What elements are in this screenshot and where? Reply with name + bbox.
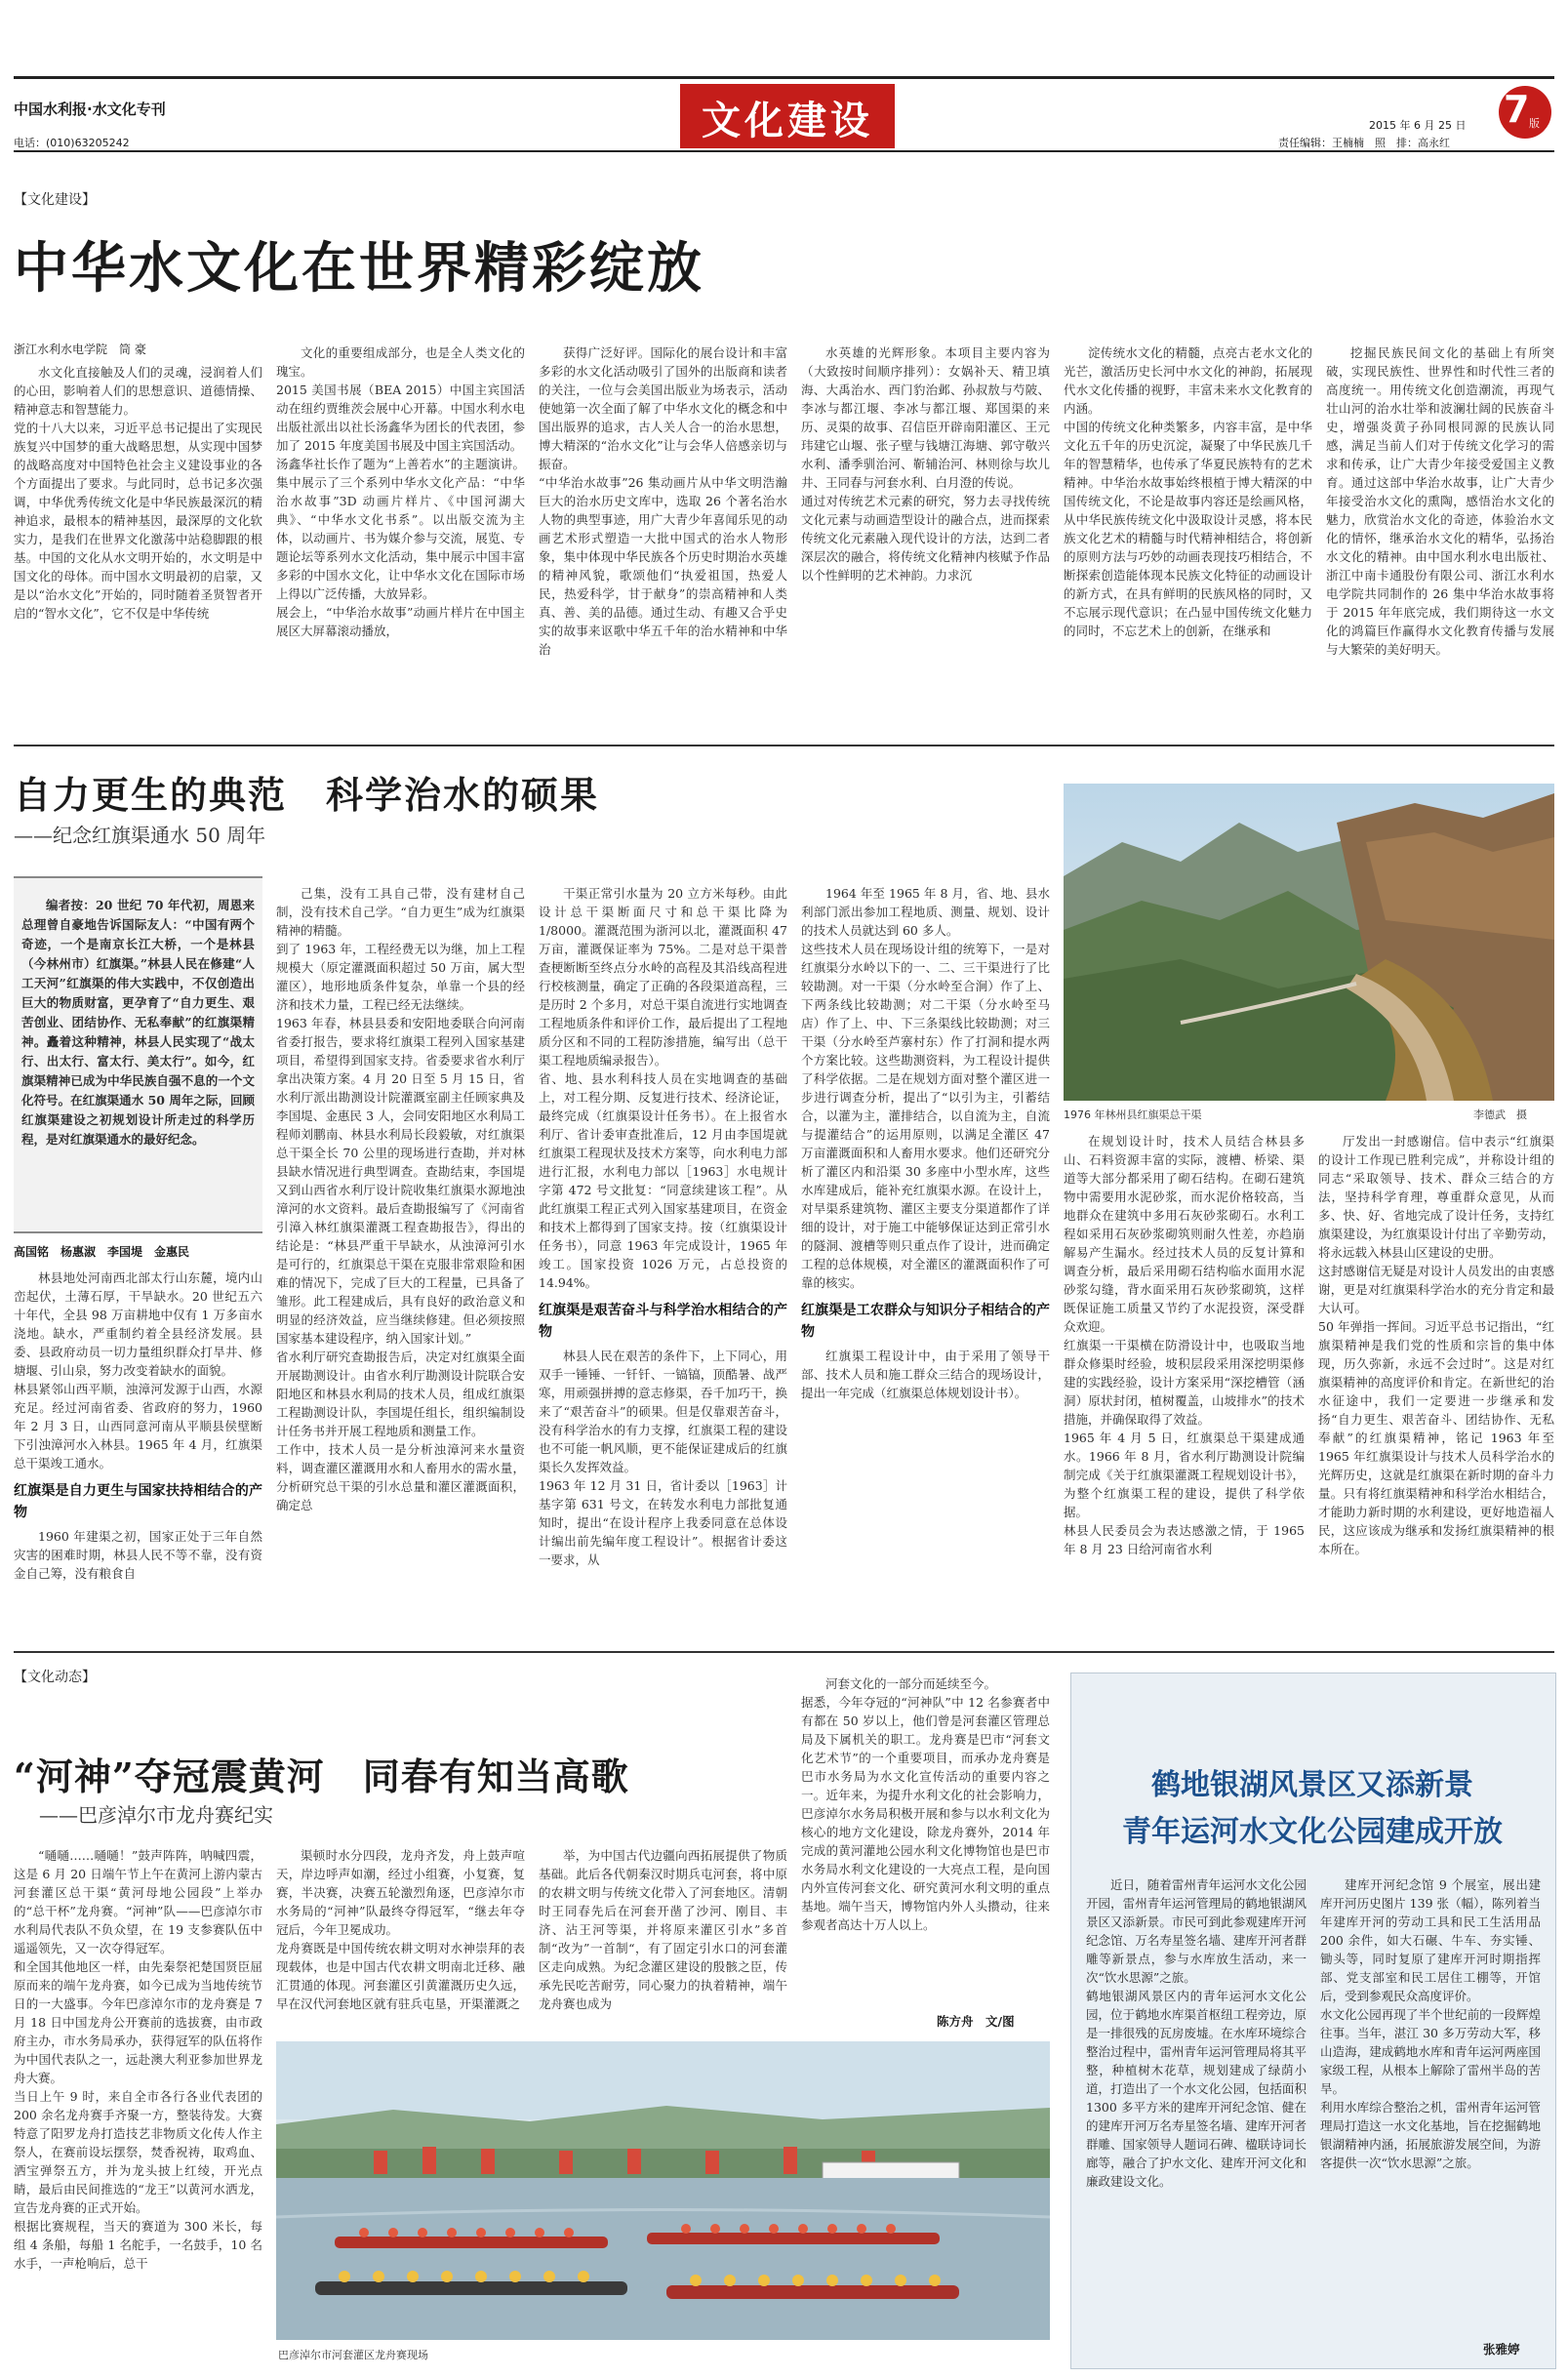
dragon-boat-race-image [276, 2041, 1050, 2340]
sidebar-byline: 张雅婷 [1483, 2342, 1520, 2357]
article2-col-4 [801, 884, 1050, 1639]
article1-col-5-text: 淀传统水文化的精髓，点亮古老水文化的光芒，激活历史长河中水文化的神韵，拓展现代水文化传播的视野，丰富未来水文化教育的内涵。 中国的传统文化种类繁多，内容丰富，是中华文化五千年的历史沉淀，凝聚了中华民族几千年的智慧精华，也传承了华夏民族特有的艺术精神。中华治水故事始终根植于博大精深的中国传统文化，不论是故事内容还是绘画风格，从中华民族传统文化中汲取设计灵感，将本民族文化艺术的精髓与时代精神相结合，将创新的原则方法与巧妙的动画表现技巧相结合，不断探索创造能体现本民族文化特征的动画设计的新方式，在具有鲜明的民族风格的同时，又不忘展示现代意识；在凸显中国传统文化魅力的同时，不忘艺术上的创新，在继承和 [1064, 345, 1312, 638]
article3-byline: 陈方舟 文/图 [937, 2014, 1015, 2029]
article1-col-6 [1326, 343, 1554, 734]
editor-note-text: 编者按：20 世纪 70 年代初，周恩来总理曾自豪地告诉国际友人：“中国有两个奇迹，一个是南京长江大桥，一个是林县（今林州市）红旗渠。”林县人民在修建“人工天河”红旗渠的伟大实践中，不仅创造出巨大的物质财富，更孕育了“自力更生、艰苦创业、团结协作、无私奉献”的红旗渠精神。矗着这种精神，林县人民实现了“战太行、出太行、富太行、美太行”。如今，红旗渠精神已成为中华民族自强不息的一个文化符号。在红旗渠通水 50 周年之际，回顾红旗渠建设之初规划设计所走过的科学历程，是对红旗渠通水的最好纪念。 [21, 898, 255, 1147]
article3-col-3 [539, 1846, 787, 2034]
page-suffix: 版 [1529, 117, 1540, 130]
masthead-bottom-rule [14, 150, 1554, 152]
article2-col-1-text: 林县地处河南西北部太行山东麓，境内山峦起伏，土薄石厚，干旱缺水。20 世纪五六十年代，全县 98 万亩耕地中仅有 1 万多亩水浇地。缺水，严重制约着全县经济发展。县委、县政府动员一切力量组织群众打旱井、修塘堰、引山泉，努力改变着缺水的面貌。 林县紧邻山西平顺，浊漳河发源于山西，水源充足。经过河南省委、省政府的努力，1960 年 2 月 3 日，山西同意河南从平顺县侯壁断下引浊漳河水入林县。1965 年 4 月，红旗渠总干渠竣工通水。 [14, 1270, 262, 1471]
article2-col-2-text: 己集，没有工具自己带，没有建材自己制，没有技术自己学。“自力更生”成为红旗渠精神的精髓。 到了 1963 年，工程经费无以为继，加上工程规模大（原定灌溉面积超过 50 万亩，属大型灌区），地形地质条件复杂，单靠一个县的经济和技术力量，工程已经无法继续。 1963 年春，林县县委和安阳地委联合向河南省委打报告，要求将红旗渠工程列入国家基建项目，希望得到国家支持。省委要求省水利厅拿出决策方案。4 月 20 日至 5 月 15 日，省水利厅派出勘测设计院灌溉室副主任顾家典及李国堤、金惠民 3 人，会同安阳地区水利局工程师刘鹏南、林县水利局长段毅敏，对红旗渠总干渠全长 70 公里的现场进行查勘，并对林县缺水情况进行典型调查。查勘结束，李国堤又到山西省水利厅设计院收集红旗渠水源地浊漳河的水文资料。最后查勘报编写了《河南省引漳入林红旗渠灌溉工程查勘报告》，得出的结论是：“林县严重干旱缺水，从浊漳河引水是可行的，红旗渠总干渠在克服非常艰险和困难的情况下，完成了巨大的工程量，已具备了雏形。此工程建成后，具有良好的政治意义和明显的经济效益，应当继续修建。但必须按照国家基本建设程序，纳入国家计划。” 省水利厅研究查勘报告后，决定对红旗渠全面开展勘测设计。由省水利厅勘测设计院联合安阳地区和林县水利局的技术人员，组成红旗渠工程勘测设计队，李国堤任组长，组织编制设计任务书并开展工程地质和测量工作。 工作中，技术人员一是分析浊漳河来水量资料，调查灌区灌溉用水和人畜用水的需水量，分析研究总干渠的引水总量和灌区灌溉面积，确定总 [276, 886, 525, 1512]
article1-tag: 【文化建设】 [14, 192, 96, 208]
article3-tag: 【文化动态】 [14, 1670, 96, 1685]
article2-col-1-text-b: 1960 年建渠之初，国家正处于三年自然灾害的困难时期，林县人民不等不靠，没有资金自己筹，没有粮食自 [14, 1529, 262, 1581]
sidebar-col-2-text: 建库开河纪念馆 9 个展室，展出建库开河历史图片 139 张（幅），陈列着当年建库开河的劳动工具和民工生活用品 200 余件，如大石碾、牛车、夯实锤、锄头等，同时复原了建库开河时期指挥部、党支部室和民工居住工棚等，开馆后，受到参观民众高度评价。 水文化公园再现了半个世纪前的一段辉煌往事。当年，湛江 30 多万劳动大军，移山造海，建成鹤地水库和青年运河两座国家级工程，从根本上解除了雷州半岛的苦旱。 利用水库综合整治之机，雷州青年运河管理局打造这一水文化基地，旨在挖掘鹤地银湖精神内涵，拓展旅游发展空间，为游客提供一次“饮水思源”之旅。 [1320, 1877, 1541, 2170]
masthead-top-rule [14, 76, 1554, 79]
article3-col-3-text: 举，为中国古代边疆向西拓展提供了物质基础。此后各代朝秦汉时期兵屯河套，将中原的农耕文明与传统文化带入了河套地区。清朝时王同春先后在河套开凿了沙河、刚目、丰济、沾王河等渠，并将原来灌区引水”多首制“改为”一首制“，有了固定引水口的河套灌区走向成熟。为纪念灌区建设的殷骸之臣，传承先民吃苦耐劳，同心聚力的执着精神，端午龙舟赛也成为 [539, 1848, 787, 2011]
article1-col-1 [14, 363, 262, 734]
sidebar-col-2 [1320, 1875, 1541, 2324]
sidebar-col-1-text: 近日，随着雷州青年运河水文化公园开园，雷州青年运河管理局的鹤地银湖风景区又添新景。市民可到此参观建库开河纪念馆、万名寿星签名墙、建库开河者群雕等新景点，参与水库放生活动，来一次“饮水思源”之旅。 鹤地银湖风景区内的青年运河水文化公园，位于鹤地水库渠首枢纽工程旁边，原是一排很残的瓦房废墟。在水库环境综合整治过程中，雷州青年运河管理局将其平整，种植树木花草，规划建成了绿荫小道，打造出了一个水文化公园，包括面积 1300 多平方米的建库开河纪念馆、健在的建库开河万名寿星签名墙、建库开河者群雕、国家领导人题词石碑、楹联诗词长廊等，融合了护水文化、建库开河文化和廉政建设文化。 [1086, 1877, 1307, 2189]
section-title: 文化建设 [702, 98, 873, 143]
article2-col-5-text: 在规划设计时，技术人员结合林县多山、石料资源丰富的实际，渡槽、桥梁、渠道等大部分都采用了砌石结构。在砌石建筑物中需要用水泥砂浆，而水泥价格较高，当地群众在建筑中多用石灰砂浆砌石。水利工程如采用石灰砂浆砌筑则耐久性差，亦趋崩解易产生漏水。经过技术人员的反复计算和调查分析，最后采用砌石结构临水面用水泥砂浆勾缝，背水面采用石灰砂浆砌筑，这样既保证施工质量又节约了水泥投资，深受群众欢迎。 红旗渠一干渠横在防滑设计中，也吸取当地群众修渠时经验，坡积层段采用深挖明渠修建的实践经验，设计方案采用“深挖槽管（涵洞）原状封闭，植树覆盖，山坡排水”的技术措施，并确保取得了效益。 1965 年 4 月 5 日，红旗渠总干渠建成通水。1966 年 8 月，省水利厅勘测设计院编制完成《关于红旗渠灌溉工程规划设计书》，为整个红旗渠工程的建设，提供了科学依据。 林县人民委员会为表达感激之情，于 1965 年 8 月 23 日给河南省水利 [1064, 1134, 1305, 1556]
phone-number: 电话：(010)63205242 [14, 137, 130, 149]
article1-headline: 中华水文化在世界精彩绽放 [14, 236, 704, 301]
article2-col-3-text-b: 林县人民在艰苦的条件下，上下同心，用双手一锤锤、一钎钎、一镐镐，顶酷暑、战严寒，用顽强拼搏的意志修渠，吞千加巧干，换来了“艰苦奋斗”的硕果。但是仅靠艰苦奋斗，没有科学治水的有力支撑，红旗渠工程的建设也不可能一帆风顺，更不能保证建成后的红旗渠长久发挥效益。 1963 年 12 月 31 日，省计委以［1963］计基字第 631 号文，在转发水利电力部批复通知时，提出“在设计程序上我委同意在总体设计编出前先编年度工程设计”。根据省计委这一要求，从 [539, 1349, 787, 1567]
issue-date: 2015 年 6 月 25 日 [1369, 119, 1467, 132]
article2-col-3-text: 干渠正常引水量为 20 立方米每秒。由此设计总干渠断面尺寸和总干渠比降为 1/8000。灌溉范围为浙河以北，灌溉面积 47 万亩，灌溉保证率为 75%。二是对总干渠普查梗断断至终点分水岭的高程及其沿线高程进行校核测量，确定了正确的各段渠道高程，三是历时 2 个多月，对总干渠自流进行实地调查工程地质条件和评价工作，最后提出了工程地质分区和不同的工程防渗措施，编写出（总干渠工程地质编录报告）。 省、地、县水利科技人员在实地调查的基础上，对工程分期、反复进行技术、经济论证，最终完成（红旗渠设计任务书）。在上报省水利厅、省计委审查批准后，12 月由李国堤就红旗渠工程现状及技术方案等，向水利电力部进行汇报，水利电力部以［1963］水电规计字第 472 号文批复：“同意续建该工程”。从此红旗渠工程正式列入国家基建项目，在资金和技术上都得到了国家支持。按（红旗渠设计任务书），同意 1963 年完成设计，1965 年竣工。国家投资 1026 万元，占总投资的 14.94%。 [539, 886, 787, 1290]
sidebar-col-1 [1086, 1875, 1307, 2344]
article2-headline: 自力更生的典范 科学治水的硕果 [14, 773, 600, 817]
article2-col-4-text-b: 红旗渠工程设计中，由于采用了领导干部、技术人员和施工群众三结合的现场设计，提出一年完成（红旗渠总体规划设计书）。 [801, 1349, 1050, 1400]
article2-col-2 [276, 884, 525, 1639]
article2-col-4-subhead: 红旗渠是工农群众与知识分子相结合的产物 [801, 1303, 1050, 1340]
article2-subhead: ——纪念红旗渠通水 50 周年 [14, 824, 266, 847]
article3-subhead: ——巴彦淖尔市龙舟赛纪实 [39, 1803, 273, 1827]
article2-byline: 高国铭 杨惠淑 李国堤 金惠民 [14, 1245, 190, 1259]
article2-col-6 [1318, 1132, 1554, 1639]
article1-col-3 [539, 343, 787, 734]
dragon-boat-photo [276, 2041, 1050, 2340]
article2-col-1 [14, 1269, 262, 1639]
article3-col-4 [801, 1674, 1050, 2006]
sidebar-headline-line-1: 鹤地银湖风景区又添新景 [1151, 1768, 1473, 1802]
masthead [0, 0, 1568, 156]
paper-name: 中国水利报·水文化专刊 [14, 101, 166, 118]
red-flag-canal-photo-caption: 1976 年林州县红旗渠总干渠 [1064, 1108, 1202, 1121]
article3-col-1-text: “嗵嗵……嗵嗵！”鼓声阵阵，呐喊四震，这是 6 月 20 日端午节上午在黄河上游内蒙古河套灌区总干渠“黄河母地公园段”上举办的“总干杯”龙舟赛。“河神”队——巴彦淖尔市水利局代表队不负众望，在 19 支参赛队伍中遥遥领先，又一次夺得冠军。 和全国其他地区一样，由先秦祭祀楚国贤臣屈原而来的端午龙舟赛，如今已成为当地传统节日的一大盛事。今年巴彦淖尔市的龙舟赛是 7 月 18 日中国龙舟公开赛前的选拔赛，由市政府主办，市水务局承办，获得冠军的队伍将作为中国代表队之一，远赴澳大利亚参加世界龙舟大赛。 当日上午 9 时，来自全市各行各业代表团的 200 余名龙舟赛手齐聚一方，整装待发。大赛特意了阳罗龙舟打造技艺非物质文化传人作主祭人，在赛前设坛摆祭，焚香祝祷，取鸡血、洒宝弹祭五方，并为龙头披上红绫，开光点睛，最后由民间推选的“龙王”以黄河水洒龙，宣告龙舟赛的正式开始。 根据比赛规程，当天的赛道为 300 米长，每组 4 条船，每船 1 名舵手，一名鼓手，10 名水手，一声枪响后，总干 [14, 1848, 262, 2271]
article1-col-3-text: 获得广泛好评。国际化的展台设计和丰富多彩的水文化活动吸引了国外的出版商和读者的关注，一位与会美国出版业为场表示，活动使她第一次全面了解了中华水文化的概念和中国出版界的追求，古人关人合一的治水思想，博大精深的“治水文化”让与会华人倍感亲切与振奋。 “中华治水故事”26 集动画片从中华文明浩瀚巨大的治水历史文库中，选取 26 个著名治水人物的典型事迹，用广大青少年喜闻乐见的动画艺术形式塑造一大批中国式的治水人物形象，集中体现中华民族各个历史时期治水英雄的精神风貌，歌颂他们“执爱祖国，热爱人民，热爱科学，甘于献身”的崇高精神和人类真、善、美的品德。通过生动、有趣又合乎史实的故事来讴歌中华五千年的治水精神和中华治 [539, 345, 787, 657]
article1-col-4 [801, 343, 1050, 734]
sidebar-headline-line-2: 青年运河水文化公园建成开放 [1122, 1815, 1503, 1849]
article2-col-6-text: 厅发出一封感谢信。信中表示“红旗渠的设计工作现已胜利完成”，并称设计组的同志“采取领导、技术、群众三结合的方法，坚持科学育理，尊重群众意见，从而多、快、好、省地完成了设计任务，支持红旗渠建设，为红旗渠设计付出了辛勤劳动，将永远载入林县山区建设的史册。 这封感谢信无疑是对设计人员发出的由衷感谢，更是对红旗渠科学治水的充分肯定和最大认可。 50 年弹指一挥间。习近平总书记指出，“红旗渠精神是我们党的性质和宗旨的集中体现，历久弥新，永远不会过时”。这是对红旗渠精神的高度评价和肯定。在新世纪的治水征途中，我们一定要进一步继承和发扬“自力更生、艰苦奋斗、团结协作、无私奉献”的红旗渠精神，铭记 1963 年至 1965 年红旗渠设计与技术人员科学治水的光辉历史，这就是红旗渠在新时期的奋斗力量。只有将红旗渠精神和科学治水相结合，才能助力新时期的水利建设，更好地造福人民，这应该成为继承和发扬红旗渠精神的根本所在。 [1318, 1134, 1554, 1556]
article3-headline: “河神”夺冠震黄河 同春有知当高歌 [14, 1754, 629, 1798]
page-number: 7 [1504, 88, 1530, 131]
article1-col-5 [1064, 343, 1312, 734]
article2-col-4-text: 1964 年至 1965 年 8 月，省、地、县水利部门派出参加工程地质、测量、规划、设计的技术人员就达到 60 多人。 这些技术人员在现场设计组的统筹下，一是对红旗渠分水岭以下的一、二、三干渠进行了比较勘测。对一干渠（分水岭至合涧）作了上、下两条线比较勘测；对二干渠（分水岭至马店）作了上、中、下三条渠线比较勘测；对三干渠（分水岭至芦寨村东）作了打洞和提水两个方案比较。这些勘测资料，为工程设计提供了科学依据。二是在规划方面对整个灌区进一步进行调查分析，提出了“以引为主，引蓄结合，以灌为主，灌排结合，以自流为主，自流与提灌结合”的运用原则，以满足全灌区 47 万亩灌溉面积和人畜用水要求。他们还研究分析了灌区内和沿渠 30 多座中小型水库，这些水库建成后，能补充红旗渠水源。在设计上，对旱渠系建筑物、灌区主要支分渠道都作了详细的设计，对于施工中能够保证达到正常引水的隧洞、渡槽等则只重点作了设计，进而确定工程的总体规模，对全灌区的灌溉面积作了可靠的核实。 [801, 886, 1050, 1290]
article1-col-6-text: 挖掘民族民间文化的基础上有所突破，实现民族性、世界性和时代性三者的高度统一。用传统文化创造潮流，再现气壮山河的治水壮举和波澜壮阔的民族奋斗史，增强炎黄子孙同根同源的民族认同感，满足当前人们对于传统文化学习的需求和传承，让广大青少年接受爱国主义教育。通过这部中华治水故事，让广大青少年接受治水文化的熏陶，感悟治水文化的魅力，欣赏治水文化的奇迹，体验治水文化的情怀，继承治水文化的精华，弘扬治水文化的精神。由中国水利水电出版社、浙江中南卡通股份有限公司、浙江水利水电学院共同制作的 26 集中华治水故事将于 2015 年年底完成，我们期待这一水文化的鸿篇巨作赢得水文化教育传播与发展与大繁荣的美好明天。 [1326, 345, 1554, 657]
article2-col-3 [539, 884, 787, 1639]
editors-credit: 责任编辑：王楠楠 照 排：高永红 [1278, 137, 1450, 149]
red-flag-canal-photo-credit: 李德武 摄 [1473, 1108, 1527, 1121]
article1-col-2-text: 文化的重要组成部分，也是全人类文化的瑰宝。 2015 美国书展（BEA 2015）中国主宾国活动在纽约贾维茨会展中心开幕。中国水利水电出版社派出以社长汤鑫华为团长的代表团，参加了 2015 年度美国书展及中国主宾国活动。 汤鑫华社长作了题为“上善若水”的主题演讲。集中展示了三个系列中华水文化产品：“中华治水故事”3D 动画片样片、《中国河湖大典》、“中华水文化书系”。以出版交流为主体，以动画片、书为媒介参与交流，展览、专题论坛等系列水文化活动，集中展示中国丰富多彩的中国水文化，让中华水文化在国际市场上得以广泛传播，大放异彩。 展会上，“中华治水故事”动画片样片在中国主展区大屏幕滚动播放， [276, 345, 525, 638]
article3-col-2-text: 渠顿时水分四段，龙舟齐发，舟上鼓声喧天，岸边呼声如潮，经过小组赛，小复赛，复赛，半决赛，决赛五轮激烈角逐，巴彦淖尔市水务局的“河神”队最终夺得冠军，“继去年夺冠后，今年卫冕成功。 龙舟赛既是中国传统农耕文明对水神崇拜的表现载体，也是中国古代农耕文明南北迁移、融汇贯通的体现。河套灌区引黄灌溉历史久远，早在汉代河套地区就有驻兵屯垦，开渠灌溉之 [276, 1848, 525, 2011]
canal-landscape-image [1064, 784, 1554, 1101]
article2-col-5 [1064, 1132, 1305, 1639]
article2-col-3-subhead: 红旗渠是艰苦奋斗与科学治水相结合的产物 [539, 1303, 787, 1340]
article1-col-2 [276, 343, 525, 734]
dragon-boat-photo-caption: 巴彦淖尔市河套灌区龙舟赛现场 [278, 2349, 428, 2361]
article2-col-1-subhead: 红旗渠是自力更生与国家扶持相结合的产物 [14, 1483, 262, 1520]
article3-col-1 [14, 1846, 262, 2363]
article1-col-4-text: 水英雄的光辉形象。本项目主要内容为（大致按时间顺序排列）：女娲补天、精卫填海、大禹治水、西门豹治邺、孙叔敖与芍陂、李冰与都江堰、李冰与都江堰、郑国渠的来历、灵渠的故事、召信臣开辟南阳灌区、王元玮建它山堰、张子壁与钱塘江海塘、郭守敬兴水利、潘季驯治河、靳辅治河、林则徐与坎儿井、王同春与河套水利、白月澄的传说。 通过对传统艺术元素的研究，努力去寻找传统文化元素与动画造型设计的融合点，进而探索传统文化元素融入现代设计的方法，达到二者深层次的融合，将传统文化精神内核赋予作品以个性鲜明的艺术神韵。力求沉 [801, 345, 1050, 583]
article3-col-2 [276, 1846, 525, 2034]
editor-note-text-box [21, 896, 255, 1224]
red-flag-canal-photo [1064, 784, 1554, 1101]
article3-col-4-text: 河套文化的一部分而延续至今。 据悉，今年夺冠的“河神队”中 12 名参赛者中有都在 50 岁以上，他们曾是河套灌区管理总局及下属机关的职工。龙舟赛是巴市“河套文化艺术节”的一个重要项目，而承办龙舟赛是巴市水务局为水文化宣传活动的重要内容之一。近年来，为提升水利文化的社会影响力，巴彦淖尔水务局积极开展和参与以水利文化为核心的地方文化建设，除龙舟赛外，2014 年完成的黄河灌地公园水利文化博物馆也是巴市水务局水利文化建设的一大亮点工程，是向国内外宣传河套文化、研究黄河水利文明的重点基地。端午当天，博物馆内外人头攒动，往来参观者高达十万人以上。 [801, 1676, 1050, 1932]
article1-col-1-text: 水文化直接触及人们的灵魂，浸润着人们的心田，影响着人们的思想意识、道德情操、精神意志和智慧能力。 党的十八大以来，习近平总书记提出了实现民族复兴中国梦的重大战略思想，从实现中国梦的战略高度对中国特色社会主义建设事业的各个方面提出了要求。与此同时，总书记多次强调，中华优秀传统文化是中华民族最深沉的精神追求，最根本的精神基因，最深厚的文化软实力，是我们在世界文化激荡中站稳脚跟的根基。中国的文化从水文明开始的，水文明是中国文化的母体。而中国水文明最初的启蒙，又是以“治水文化”开始的，同时随着圣贤智者开启的“智水文化”，它不仅是中华传统 [14, 365, 262, 621]
divider-1 [14, 745, 1554, 746]
divider-2 [14, 1651, 1554, 1653]
article1-byline: 浙江水利水电学院 筒 豪 [14, 343, 146, 356]
